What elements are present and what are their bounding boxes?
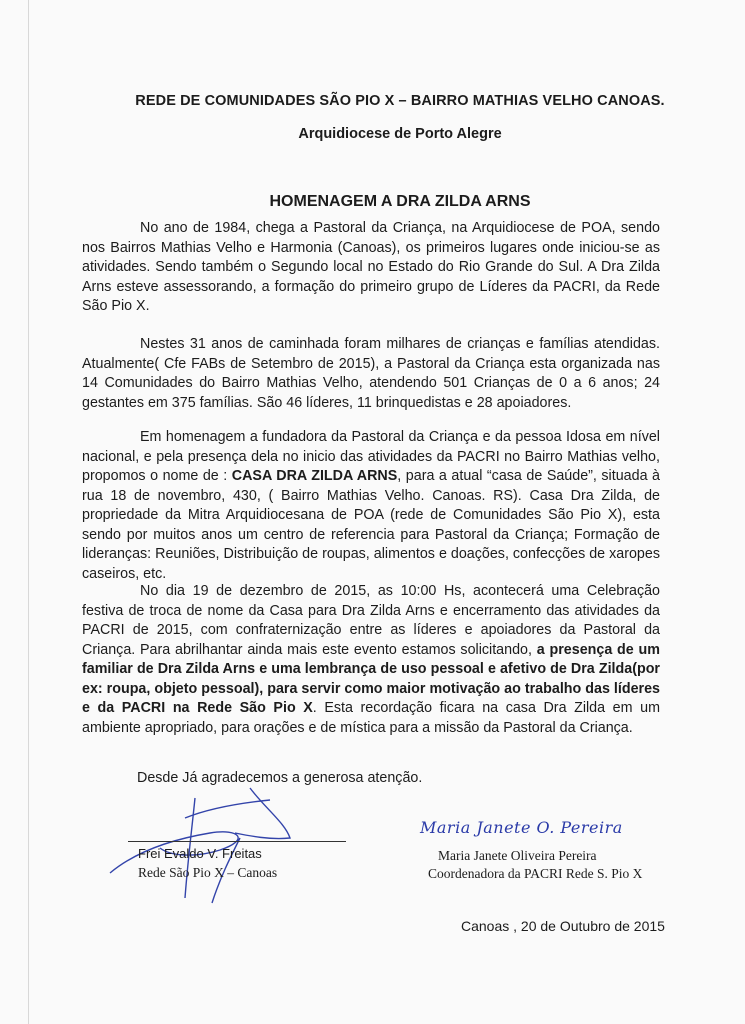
- document-title: HOMENAGEM A DRA ZILDA ARNS: [269, 193, 531, 210]
- left-signatory-name: Frei Evaldo V. Freitas: [138, 846, 262, 861]
- right-signatory-name: Maria Janete Oliveira Pereira: [438, 848, 597, 863]
- left-signature-line: [128, 841, 346, 842]
- right-handwritten-signature: Maria Janete O. Pereira: [420, 818, 623, 837]
- right-signatory-role: Coordenadora da PACRI Rede S. Pio X: [428, 866, 643, 881]
- paragraph-proposal-text-b: , para a atual “casa de Saúde”, situada à rua 18 de novembro, 430, ( Bairro Mathias Velho. Canoas. RS). Casa Dra Zilda, de propriedade da Mitra Arquidiocesana de POA (rede de Comunidades São Pio X), esta sendo por muitos anos um centro de referencia para Pastoral da Criança; Formação de lideranças: Reuniões, Distribuição de roupas, alimentos e doações, confecções de xaropes caseiros, etc.: [82, 468, 660, 582]
- header-archdiocese: Arquidiocese de Porto Alegre: [298, 126, 502, 142]
- paragraph-celebration-text-a: No dia 19 de dezembro de 2015, as 10:00 Hs, acontecerá uma Celebração festiva de troca de nome da Casa para Dra Zilda Arns e encerramento das atividades da PACRI de 2015, com confraternização entre as líderes e apoiadores da Pastoral da Criança. Para abrilhantar ainda mais este evento estamos solicitando,: [82, 583, 660, 658]
- paragraph-proposal: [82, 428, 660, 584]
- paragraph-history: No ano de 1984, chega a Pastoral da Criança, na Arquidiocese de POA, sendo nos Bairros Mathias Velho e Harmonia (Canoas), os primeiros lugares onde iniciou-se as atividades. Sendo também o Segundo local no Estado do Rio Grande do Sul. A Dra Zilda Arns esteve assessorando, a formação do primeiro grupo de Líderes da PACRI, da Rede São Pio X.: [82, 220, 660, 314]
- paragraph-statistics: Nestes 31 anos de caminhada foram milhares de crianças e famílias atendidas. Atualmente( Cfe FABs de Setembro de 2015), a Pastoral da Criança esta organizada nas 14 Comunidades do Bairro Mathias Velho, atendendo 501 Crianças de 0 a 6 anos; 24 gestantes em 375 famílias. São 46 líderes, 11 brinquedistas e 28 apoiadores.: [82, 336, 660, 411]
- closing-thanks: Desde Já agradecemos a generosa atenção.: [137, 770, 423, 786]
- paragraph-celebration-bold: a presença de um familiar de Dra Zilda Arns e uma lembrança de uso pessoal e afetivo de Dra Zilda(por ex: roupa, objeto pessoal), para servir como maior motivação ao trabalho das líderes e da PACRI na Rede São Pio X: [82, 641, 660, 716]
- left-handwritten-signature: [100, 778, 320, 908]
- left-signatory-role: Rede São Pio X – Canoas: [138, 865, 278, 880]
- date-line: Canoas , 20 de Outubro de 2015: [461, 918, 665, 934]
- header-organization: REDE DE COMUNIDADES SÃO PIO X – BAIRRO MATHIAS VELHO CANOAS.: [135, 93, 665, 109]
- paragraph-proposal-bold: CASA DRA ZILDA ARNS: [231, 468, 398, 484]
- page-edge-line: [28, 0, 29, 1024]
- paragraph-celebration: [82, 582, 660, 738]
- paragraph-celebration-text-b: . Esta recordação ficara na casa Dra Zilda em um ambiente apropriado, para orações e de mística para a missão da Pastoral da Criança.: [82, 700, 660, 736]
- paragraph-proposal-text-a: Em homenagem a fundadora da Pastoral da Criança e da pessoa Idosa em nível nacional, e pela presença dela no inicio das atividades da PACRI no Bairro Mathias velho, propomos o nome de :: [82, 429, 660, 484]
